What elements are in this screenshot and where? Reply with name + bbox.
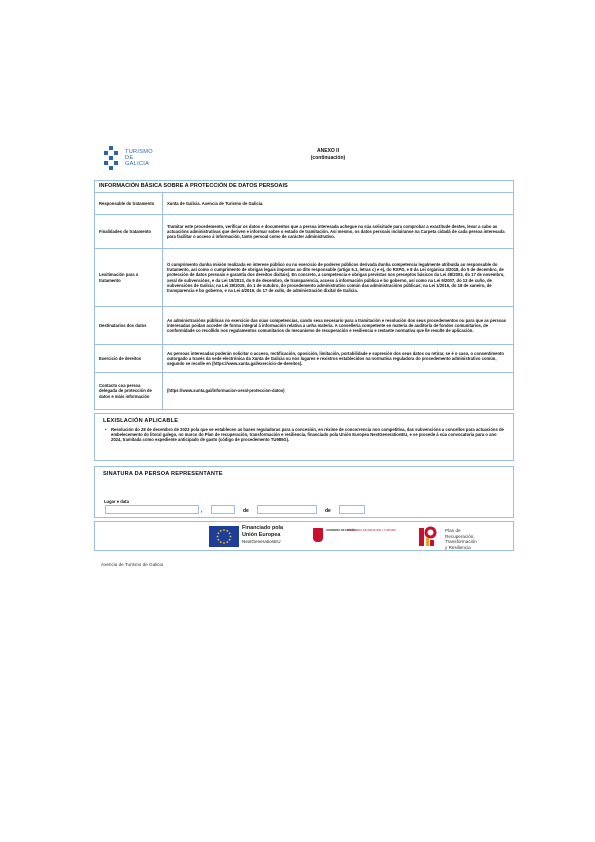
- turismo-galicia-mark-icon: [102, 146, 120, 170]
- plan-line-2: Recuperación,: [445, 533, 475, 539]
- row-label: Exercicio de dereitos: [95, 345, 163, 372]
- day-input[interactable]: [211, 505, 235, 514]
- signature-title: SINATURA DA PERSOA REPRESENTANTE: [103, 471, 223, 477]
- data-protection-title: INFORMACIÓN BÁSICA SOBRE A PROTECCIÓN DE DATOS PERSOAIS: [95, 181, 513, 193]
- place-input[interactable]: [105, 505, 199, 514]
- legislation-item-text: Resolución do 28 de decembro de 2023 pola que se establecen as bases reguladoras para a concesión, en réxime de concorrencia non competitiva, das subvencións a concellos para actuacións de embelecemento do litoral galego, no marco do Plan de recuperación, transformación e resiliencia, financiado pola Unión Europea NextGenerationEU, e se procede á súa convocatoria para o ano 2024, tramitada como expediente anticipado de gasto (código de procedemento TU985G).: [111, 427, 504, 443]
- eu-line-3: NextGenerationEU: [242, 538, 281, 544]
- eu-line-2: Unión Europea: [242, 531, 281, 538]
- row-value: Tramitar este procedemento, verificar os datos e documentos que a persoa interesada achegue na súa solicitude para comprobar a exactitude destes, levar a cabo as actuacións administrativas que deriven e informar sobre o estado de tramitación. Así mesmo, os datos persoais incluíranse na Carpeta cidadá de cada persoa interesada para facilitar o acceso á información, tanto persoal como de carácter administrativo.: [167, 223, 505, 240]
- gobierno-espana-logo: [313, 527, 401, 547]
- legislation-title: LEXISLACIÓN APLICABLE: [103, 418, 179, 424]
- legislation-box: [94, 413, 514, 461]
- row-contact: [95, 373, 513, 409]
- row-recipients: [95, 307, 513, 345]
- row-label: Destinatarios dos datos: [95, 307, 163, 344]
- plan-recuperacion-mark-icon: [417, 526, 439, 548]
- gob-line-2: MINISTERIO DE INDUSTRIA Y TURISMO: [347, 529, 396, 532]
- row-label: Contacto coa persoa delegada de protección de datos e máis información: [95, 373, 163, 409]
- row-value: Xunta de Galicia. Axencia de Turismo de Galicia.: [167, 200, 264, 206]
- row-rights: [95, 345, 513, 373]
- row-value: O cumprimento dunha misión realizada en interese público ou no exercicio de poderes públicos derivada dunha competencia legalmente atribuída ao responsable do tratamento, así como o cumprimento de obrigas legais impostas ao dito responsable (artigo 6.1, letras c) e e), do RXPD, e 8 da Lei orgánica 3/2018, do 5 de decembro, de protección de datos persoais e garantía dos dereitos dixitais). En concreto, a competencia e obrigas previstas nos preceptos básicos da Lei 38/2003, do 17 de novembro, xeral de subvencións, e da Lei 19/2013, do 9 de decembro, de transparencia, acceso á información pública e bo goberno, así como na Lei 9/2007, do 13 de xuño, de subvencións de Galicia; na Lei 39/2015, do 1 de outubro, do procedemento administrativo común das administracións públicas; na Lei 1/2016, do 18 de xaneiro, de transparencia e bo goberno, e na Lei 4/2019, do 17 de xullo, de administración dixital de Galicia.: [167, 261, 505, 293]
- row-value: As persoas interesadas poderán solicitar o acceso, rectificación, oposición, limitación, portabilidade e supresión dos seus datos ou retirar, se é o caso, o consentimento outorgado a través da sede electrónica da Xunta de Galicia ou nos lugares e rexistros establecidos na normativa reguladora do procedemento administrativo común, segundo se recolle en (https://www.xunta.gal/exercicio-de-dereitos).: [167, 350, 504, 367]
- row-label: Responsable do tratamento: [95, 193, 163, 214]
- row-purposes: [95, 215, 513, 249]
- place-date-label: Lugar e data: [104, 499, 129, 504]
- annex-subtitle: (continuación): [310, 155, 346, 161]
- eu-funding-text: [242, 525, 283, 545]
- footer-agency: Axencia de Turismo de Galicia: [101, 562, 164, 567]
- spain-coat-of-arms-icon: [313, 528, 323, 542]
- legislation-item: [103, 427, 505, 443]
- year-input[interactable]: [339, 505, 365, 514]
- row-value: As administracións públicas no exercicio das súas competencias, cando sexa necesario para a tramitación e resolución dos seus procedementos ou para que as persoas interesadas poidan acceder de forma integral á información relativa a unha materia. A conselleria competente en materia de auditoría de fondos comunitarios, de conformidade co recollido nos regulamentos comunitarios do mecanismo de recuperación e resiliencia e restante normativa que lle resulte de aplicación.: [167, 317, 507, 334]
- row-responsible: [95, 193, 513, 215]
- row-value-link[interactable]: (https://www.xunta.gal/informacion-xeral-proteccion-datos): [167, 388, 285, 394]
- annex-title: ANEXO II: [317, 148, 339, 154]
- logo-line-3: GALICIA: [125, 161, 150, 168]
- plan-line-1: Plan de: [445, 528, 461, 533]
- signature-box: [94, 466, 514, 518]
- row-label: Finalidades do tratamento: [95, 215, 163, 248]
- plan-text: [445, 528, 477, 550]
- logo-wordmark: [125, 149, 153, 168]
- row-legitimation: [95, 249, 513, 307]
- eu-line-1: Financiado pola: [242, 525, 284, 531]
- separator-comma: ,: [201, 508, 203, 514]
- plan-recuperacion-logo: [417, 526, 497, 548]
- separator-de-1: de: [243, 508, 249, 514]
- data-protection-box: [94, 180, 514, 410]
- turismo-galicia-logo: [102, 146, 153, 170]
- annex-heading: [300, 148, 356, 162]
- bullet-icon: •: [105, 427, 107, 432]
- logo-line-2: DE: [125, 154, 134, 161]
- plan-line-4: y Resiliencia: [445, 544, 471, 550]
- plan-line-3: Transformación: [445, 539, 477, 545]
- row-label: Lexitimación para o tratamento: [95, 249, 163, 306]
- logo-line-1: TURISMO: [125, 148, 153, 155]
- gob-line-1: GOBIERNO DE ESPAÑA: [326, 529, 356, 532]
- separator-de-2: de: [325, 508, 331, 514]
- month-input[interactable]: [257, 505, 317, 514]
- funding-logos-bar: [94, 521, 514, 551]
- eu-flag-icon: [209, 526, 239, 547]
